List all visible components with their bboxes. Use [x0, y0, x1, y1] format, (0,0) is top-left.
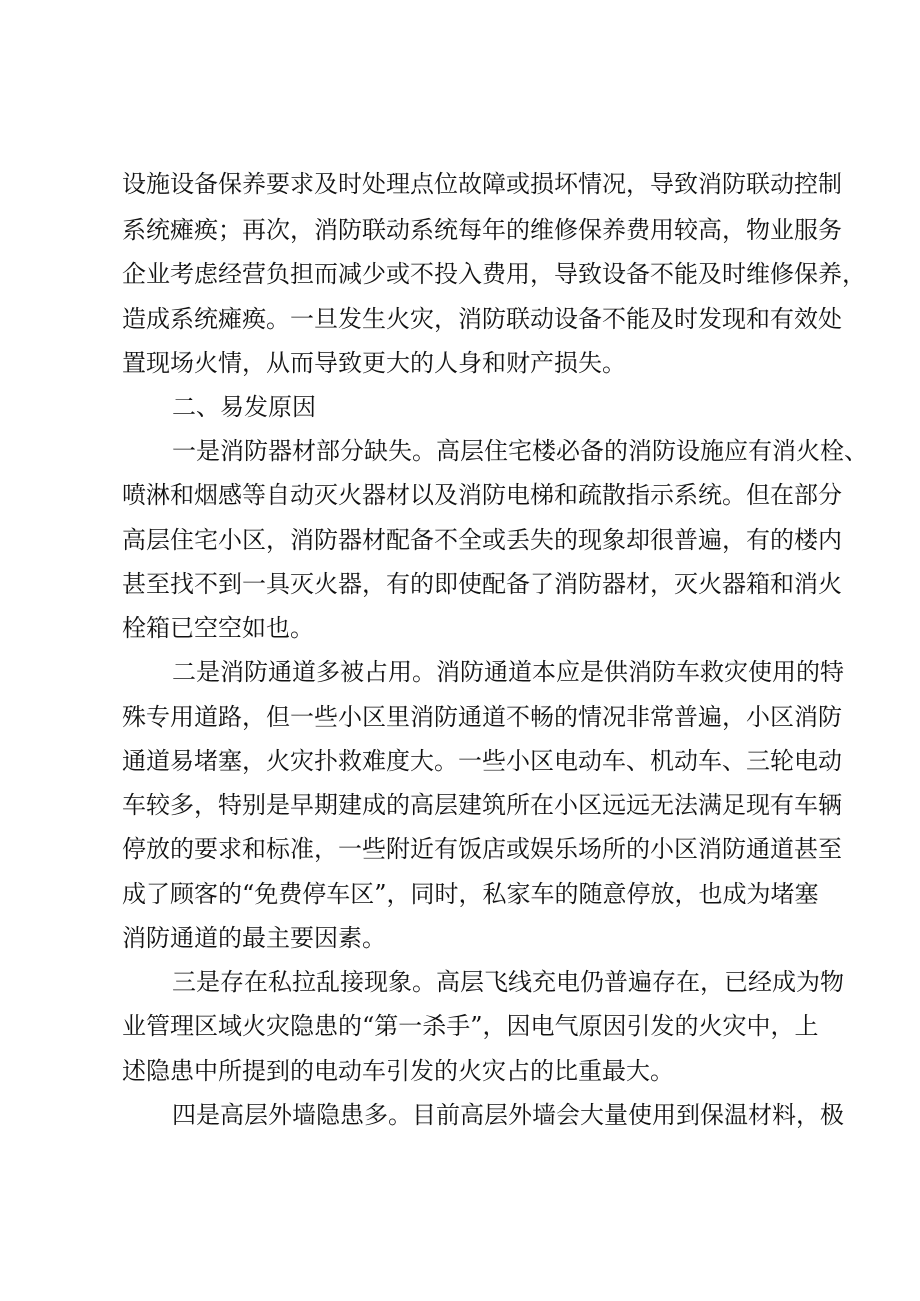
- text-line: 业管理区域火灾隐患的“第一杀手”，因电气原因引发的火灾中，上: [122, 1012, 819, 1040]
- text-line: 三是存在私拉乱接现象。高层飞线充电仍普遍存在，已经成为物: [172, 968, 844, 996]
- text-line: 高层住宅小区，消防器材配备不全或丢失的现象却很普遍，有的楼内: [122, 526, 842, 554]
- text-line: 一是消防器材部分缺失。高层住宅楼必备的消防设施应有消火栓、: [172, 437, 868, 465]
- text-line: 系统瘫痪；再次，消防联动系统每年的维修保养费用较高，物业服务: [122, 216, 842, 244]
- text-line: 二是消防通道多被占用。消防通道本应是供消防车救灾使用的特: [172, 658, 844, 686]
- text-line: 喷淋和烟感等自动灭火器材以及消防电梯和疏散指示系统。但在部分: [122, 481, 842, 509]
- text-line: 成了顾客的“免费停车区”，同时，私家车的随意停放，也成为堵塞: [122, 880, 819, 908]
- text-line: 四是高层外墙隐患多。目前高层外墙会大量使用到保温材料，极: [172, 1101, 844, 1129]
- text-line: 通道易堵塞，火灾扑救难度大。一些小区电动车、机动车、三轮电动: [122, 747, 842, 775]
- text-line: 停放的要求和标准，一些附近有饭店或娱乐场所的小区消防通道甚至: [122, 835, 842, 863]
- text-line: 栓箱已空空如也。: [122, 614, 314, 642]
- text-line: 企业考虑经营负担而减少或不投入费用，导致设备不能及时维修保养，: [122, 260, 866, 288]
- section-heading: 二、易发原因: [172, 393, 316, 421]
- text-line: 设施设备保养要求及时处理点位故障或损坏情况，导致消防联动控制: [122, 170, 842, 198]
- text-line: 置现场火情，从而导致更大的人身和财产损失。: [122, 349, 626, 377]
- text-line: 车较多，特别是早期建成的高层建筑所在小区远远无法满足现有车辆: [122, 791, 842, 819]
- text-line: 造成系统瘫痪。一旦发生火灾，消防联动设备不能及时发现和有效处: [122, 305, 842, 333]
- text-line: 甚至找不到一具灭火器，有的即使配备了消防器材，灭火器箱和消火: [122, 570, 842, 598]
- text-line: 殊专用道路，但一些小区里消防通道不畅的情况非常普遍，小区消防: [122, 703, 842, 731]
- text-line: 消防通道的最主要因素。: [122, 924, 386, 952]
- text-line: 述隐患中所提到的电动车引发的火灾占的比重最大。: [122, 1057, 674, 1085]
